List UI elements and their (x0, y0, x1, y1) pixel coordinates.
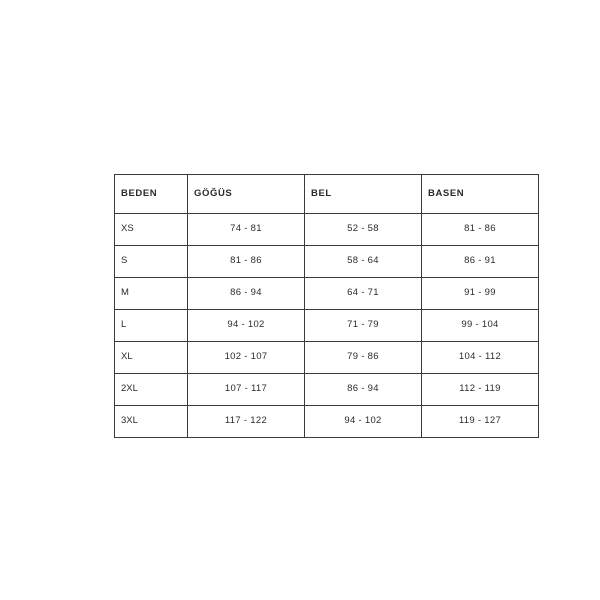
table-body (115, 214, 539, 438)
cell-gogus: 81 - 86 (188, 246, 305, 278)
cell-gogus: 94 - 102 (188, 310, 305, 342)
cell-bel: 52 - 58 (305, 214, 422, 246)
cell-basen: 99 - 104 (422, 310, 539, 342)
cell-bel: 86 - 94 (305, 374, 422, 406)
cell-bel: 79 - 86 (305, 342, 422, 374)
cell-beden: M (115, 278, 188, 310)
cell-bel: 71 - 79 (305, 310, 422, 342)
cell-bel: 58 - 64 (305, 246, 422, 278)
table-row (115, 278, 539, 310)
cell-beden: 3XL (115, 406, 188, 438)
table-row (115, 342, 539, 374)
cell-basen: 81 - 86 (422, 214, 539, 246)
column-header-basen: BASEN (422, 175, 539, 214)
cell-gogus: 117 - 122 (188, 406, 305, 438)
cell-bel: 64 - 71 (305, 278, 422, 310)
table-row (115, 246, 539, 278)
cell-basen: 104 - 112 (422, 342, 539, 374)
table-row (115, 374, 539, 406)
column-header-bel: BEL (305, 175, 422, 214)
cell-basen: 112 - 119 (422, 374, 539, 406)
cell-beden: XL (115, 342, 188, 374)
cell-gogus: 74 - 81 (188, 214, 305, 246)
cell-gogus: 102 - 107 (188, 342, 305, 374)
size-chart-container (114, 174, 502, 438)
cell-beden: 2XL (115, 374, 188, 406)
table-row (115, 214, 539, 246)
cell-basen: 119 - 127 (422, 406, 539, 438)
table-header-row (115, 175, 539, 214)
size-chart-table (114, 174, 539, 438)
cell-beden: S (115, 246, 188, 278)
cell-bel: 94 - 102 (305, 406, 422, 438)
cell-gogus: 107 - 117 (188, 374, 305, 406)
cell-beden: XS (115, 214, 188, 246)
column-header-beden: BEDEN (115, 175, 188, 214)
column-header-gogus: GÖĞÜS (188, 175, 305, 214)
table-row (115, 310, 539, 342)
cell-basen: 86 - 91 (422, 246, 539, 278)
table-header (115, 175, 539, 214)
cell-gogus: 86 - 94 (188, 278, 305, 310)
cell-beden: L (115, 310, 188, 342)
cell-basen: 91 - 99 (422, 278, 539, 310)
table-row (115, 406, 539, 438)
